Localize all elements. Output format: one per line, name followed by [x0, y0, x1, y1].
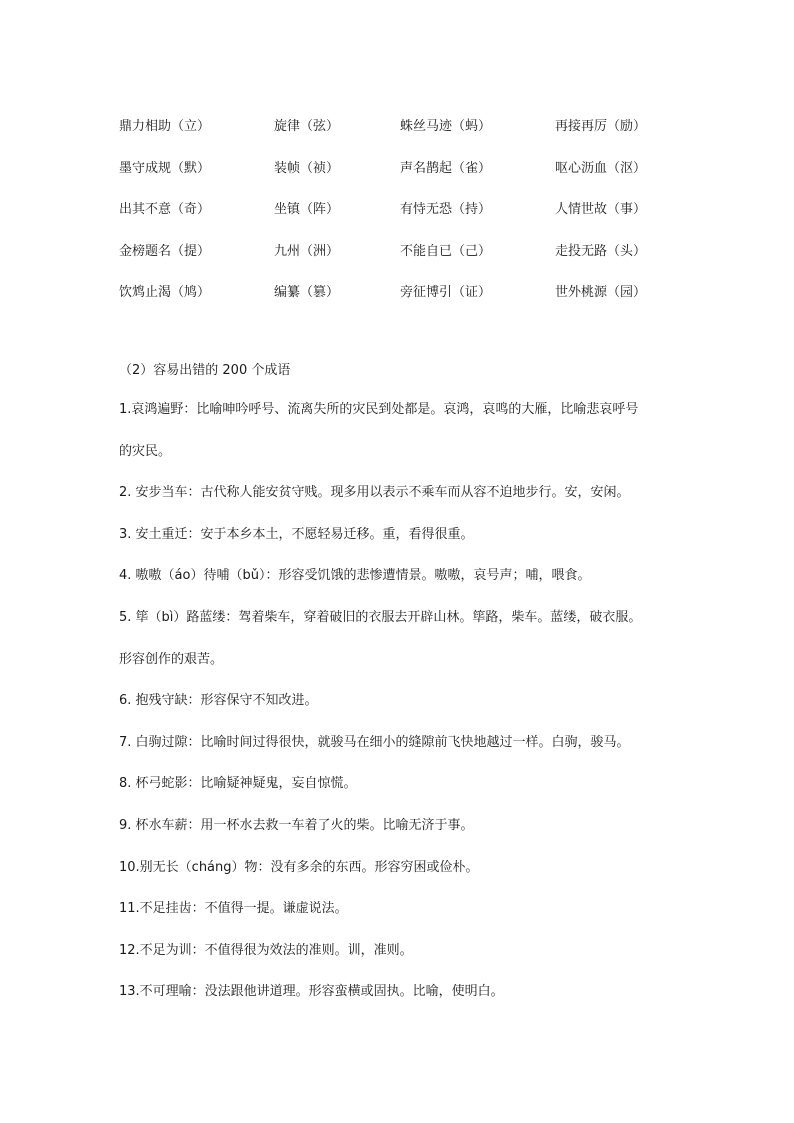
entry-line: 6. 抱残守缺：形容保守不知改进。 — [119, 693, 318, 709]
entry-line: 13.不可理喻：没法跟他讲道理。形容蛮横或固执。比喻，使明白。 — [119, 984, 504, 1000]
grid-cell: 编纂（篡） — [274, 285, 340, 301]
entry-line: 形容创作的艰苦。 — [119, 651, 224, 667]
grid-cell: 再接再厉（励） — [555, 119, 647, 135]
entry-line: 11.不足挂齿：不值得一提。谦虚说法。 — [119, 901, 348, 917]
grid-cell: 旁征博引（证） — [400, 285, 492, 301]
entry-line: 2. 安步当车：古代称人能安贫守贱。现多用以表示不乘车而从容不迫地步行。安，安闲。 — [119, 485, 630, 501]
grid-cell: 蛛丝马迹（蚂） — [400, 119, 492, 135]
grid-cell: 鼎力相助（立） — [119, 119, 211, 135]
grid-cell: 九州（洲） — [274, 243, 340, 259]
grid-cell: 不能自已（己） — [400, 243, 492, 259]
section-heading: （2）容易出错的 200 个成语 — [119, 363, 291, 378]
entry-line: 8. 杯弓蛇影：比喻疑神疑鬼，妄自惊慌。 — [119, 776, 357, 792]
grid-cell: 走投无路（头） — [555, 243, 647, 259]
entry-line: 4. 嗷嗷（áo）待哺（bǔ）：形容受饥饿的悲惨遭情景。嗷嗷，哀号声；哺，喂食。 — [119, 568, 591, 584]
entry-line: 7. 白驹过隙：比喻时间过得很快，就骏马在细小的缝隙前飞快地越过一样。白驹，骏马。 — [119, 734, 630, 750]
idiom-correction-grid — [119, 104, 679, 312]
grid-cell: 有恃无恐（持） — [400, 202, 492, 218]
grid-cell: 装帧（祯） — [274, 160, 340, 176]
grid-cell: 饮鸩止渴（鸠） — [119, 285, 211, 301]
grid-cell: 坐镇（阵） — [274, 202, 340, 218]
grid-row — [119, 229, 679, 271]
grid-cell: 出其不意（奇） — [119, 202, 211, 218]
grid-cell: 人情世故（事） — [555, 202, 647, 218]
grid-row — [119, 270, 679, 312]
grid-cell: 声名鹊起（雀） — [400, 160, 492, 176]
entry-line: 3. 安土重迁：安于本乡本土，不愿轻易迁移。重，看得很重。 — [119, 526, 474, 542]
entry-line: 10.别无长（cháng）物：没有多余的东西。形容穷困或俭朴。 — [119, 859, 479, 875]
entry-line: 1.哀鸿遍野：比喻呻吟呼号、流离失所的灾民到处都是。哀鸿，哀鸣的大雁，比喻悲哀呼号 — [119, 402, 639, 417]
entry-line: 5. 筚（bì）路蓝缕：驾着柴车，穿着破旧的衣服去开辟山林。筚路，柴车。蓝缕，破衣服。 — [119, 609, 642, 625]
entry-line: 12.不足为训：不值得很为效法的准则。训，准则。 — [119, 942, 413, 958]
grid-row — [119, 187, 679, 229]
grid-cell: 世外桃源（园） — [555, 285, 647, 301]
grid-cell: 旋律（弦） — [274, 119, 340, 135]
idiom-entry-list — [119, 398, 679, 1022]
grid-cell: 呕心沥血（沤） — [555, 160, 647, 176]
entry-line: 9. 杯水车薪：用一杯水去救一车着了火的柴。比喻无济于事。 — [119, 817, 474, 833]
grid-row — [119, 146, 679, 188]
grid-cell: 墨守成规（默） — [119, 160, 211, 176]
grid-row — [119, 104, 679, 146]
grid-cell: 金榜题名（提） — [119, 243, 211, 259]
entry-line: 的灾民。 — [119, 443, 172, 459]
